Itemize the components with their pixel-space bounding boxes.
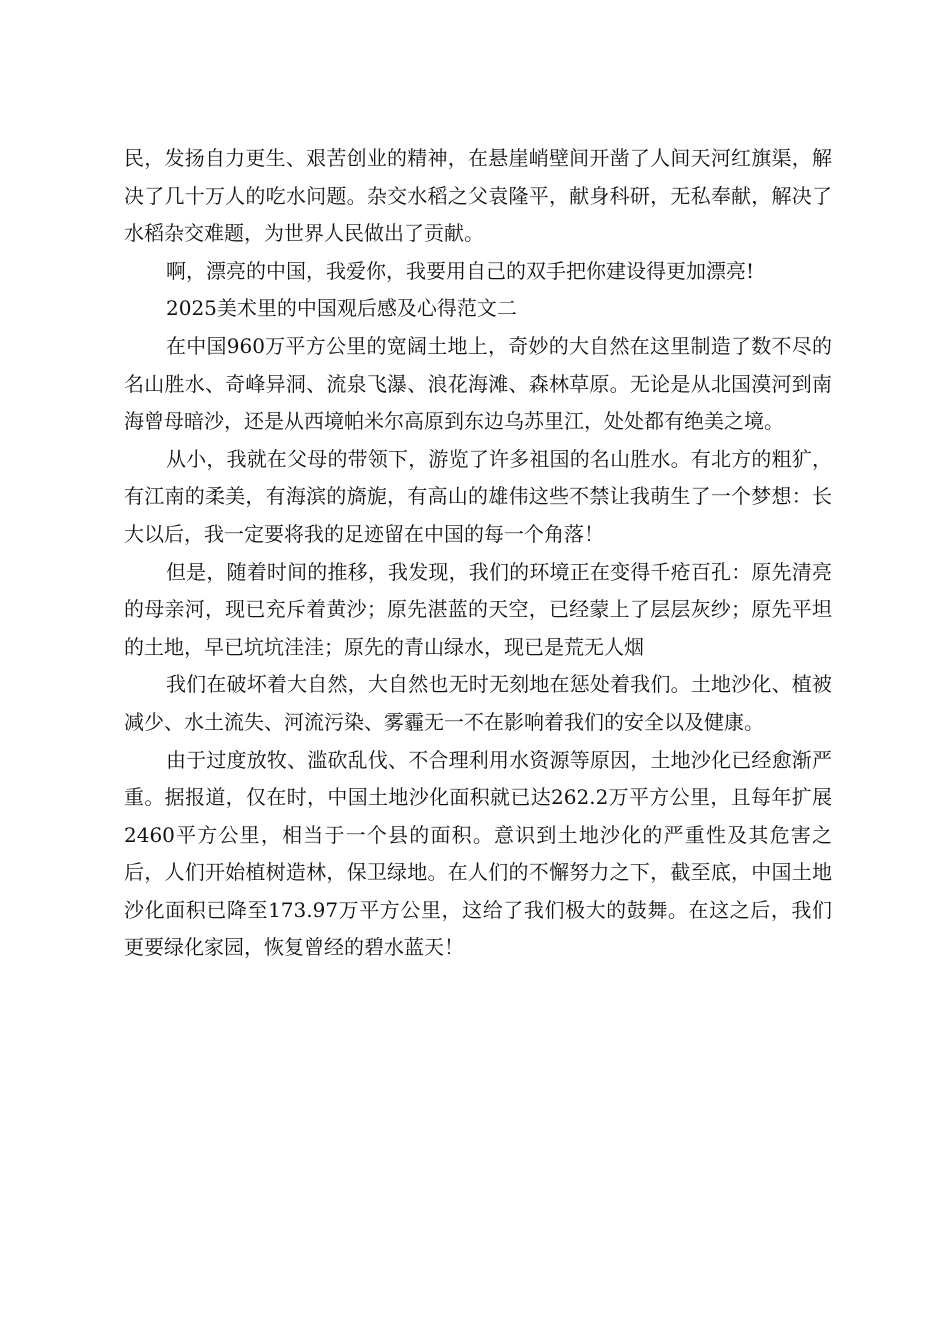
paragraph-childhood: 从小，我就在父母的带领下，游览了许多祖国的名山胜水。有北方的粗犷，有江南的柔美，有海滨的旖旎，有高山的雄伟这些不禁让我萌生了一个梦想：长大以后，我一定要将我的足迹留在中国的每一个角落！ bbox=[124, 446, 832, 546]
paragraph-exclamation: 啊，漂亮的中国，我爱你，我要用自己的双手把你建设得更加漂亮! bbox=[166, 258, 755, 283]
document-body bbox=[124, 140, 832, 967]
paragraph-nature-punishment: 我们在破坏着大自然，大自然也无时无刻地在惩处着我们。土地沙化、植被减少、水土流失、河流污染、雾霾无一不在影响着我们的安全以及健康。 bbox=[124, 672, 832, 734]
section-heading: 2025美术里的中国观后感及心得范文二 bbox=[166, 296, 517, 321]
paragraph-environment: 但是，随着时间的推移，我发现，我们的环境正在变得千疮百孔：原先清亮的母亲河，现已充斥着黄沙；原先湛蓝的天空，已经蒙上了层层灰纱；原先平坦的土地，早已坑坑洼洼；原先的青山绿水，现已是荒无人烟 bbox=[124, 559, 832, 659]
paragraph-desertification: 由于过度放牧、滥砍乱伐、不合理利用水资源等原因，土地沙化已经愈渐严重。据报道，仅在时，中国土地沙化面积就已达262.2万平方公里，且每年扩展2460平方公里，相当于一个县的面积。意识到土地沙化的严重性及其危害之后，人们开始植树造林，保卫绿地。在人们的不懈努力之下，截至底，中国土地沙化面积已降至173.97万平方公里，这给了我们极大的鼓舞。在这之后，我们更要绿化家园，恢复曾经的碧水蓝天！ bbox=[124, 747, 832, 960]
paragraph-landscape: 在中国960万平方公里的宽阔土地上，奇妙的大自然在这里制造了数不尽的名山胜水、奇峰异洞、流泉飞瀑、浪花海滩、森林草原。无论是从北国漠河到南海曾母暗沙，还是从西境帕米尔高原到东边乌苏里江，处处都有绝美之境。 bbox=[124, 333, 832, 434]
paragraph-continuation: 民，发扬自力更生、艰苦创业的精神，在悬崖峭壁间开凿了人间天河红旗渠，解决了几十万人的吃水问题。杂交水稻之父袁隆平，献身科研，无私奉献，解决了水稻杂交难题，为世界人民做出了贡献。 bbox=[124, 146, 832, 246]
